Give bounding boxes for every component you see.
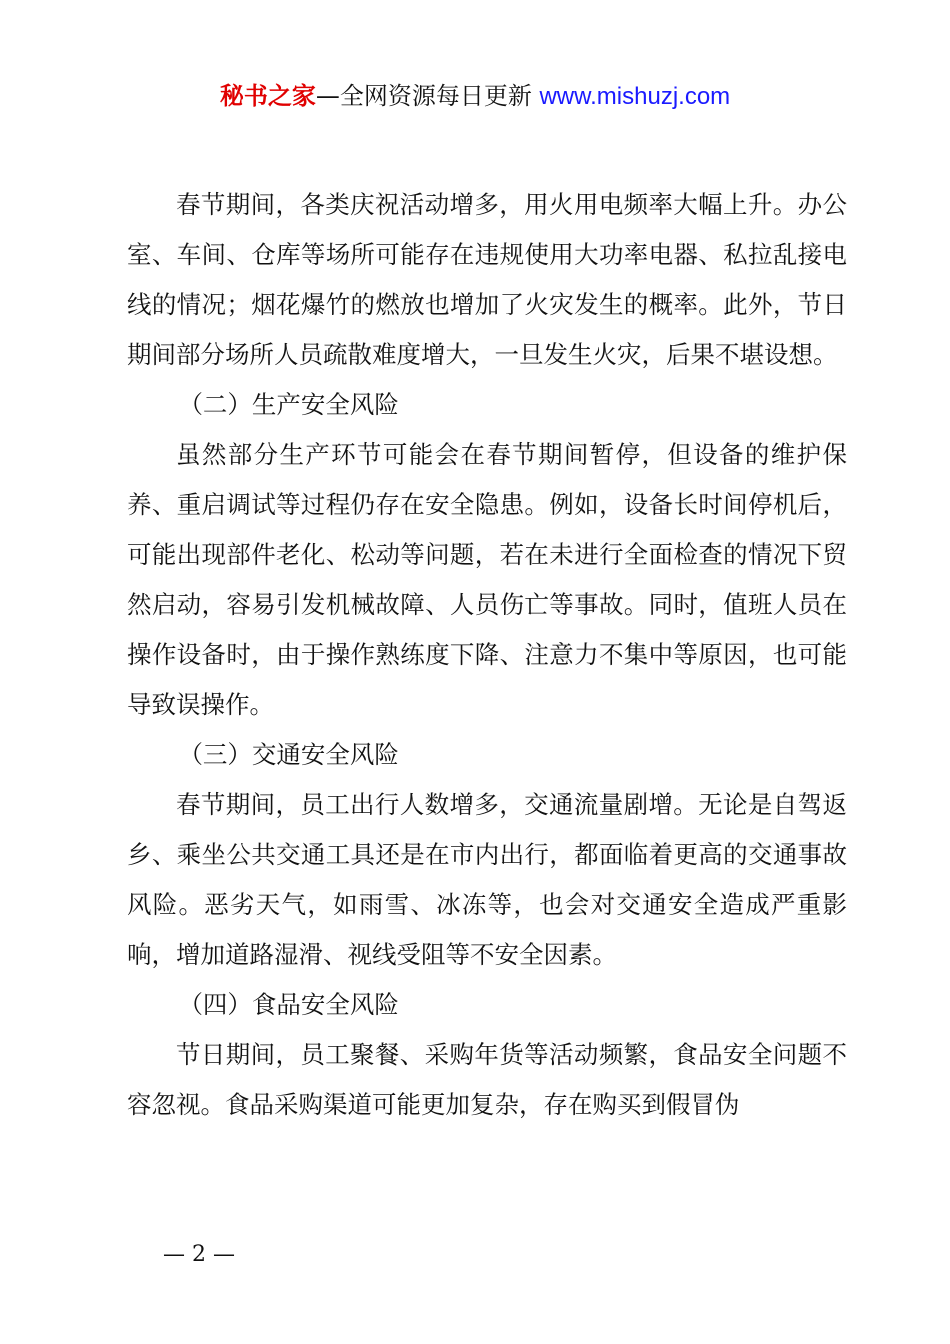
page-number: — 2 — [163,1242,235,1267]
header-url-link[interactable]: www.mishuzj.com [539,83,731,110]
document-body [127,180,847,1130]
header-tagline: —全网资源每日更新 [315,82,540,110]
section-heading-food-safety: （四）食品安全风险 [178,990,399,1019]
section-heading-production-safety: （二）生产安全风险 [178,390,399,419]
brand-name: 秘书之家 [219,82,316,110]
paragraph-fire-risk: 春节期间，各类庆祝活动增多，用火用电频率大幅上升。办公室、车间、仓库等场所可能存在违规使用大功率电器、私拉乱接电线的情况；烟花爆竹的燃放也增加了火灾发生的概率。此外，节日期间部分场所人员疏散难度增大，一旦发生火灾，后果不堪设想。 [127,190,847,369]
paragraph-traffic-risk: 春节期间，员工出行人数增多，交通流量剧增。无论是自驾返乡、乘坐公共交通工具还是在市内出行，都面临着更高的交通事故风险。恶劣天气，如雨雪、冰冻等，也会对交通安全造成严重影响，增加道路湿滑、视线受阻等不安全因素。 [127,790,847,969]
page-header [0,78,950,115]
paragraph-production-risk: 虽然部分生产环节可能会在春节期间暂停，但设备的维护保养、重启调试等过程仍存在安全隐患。例如，设备长时间停机后，可能出现部件老化、松动等问题，若在未进行全面检查的情况下贸然启动，容易引发机械故障、人员伤亡等事故。同时，值班人员在操作设备时，由于操作熟练度下降、注意力不集中等原因，也可能导致误操作。 [127,440,847,719]
paragraph-food-risk: 节日期间，员工聚餐、采购年货等活动频繁，食品安全问题不容忽视。食品采购渠道可能更加复杂，存在购买到假冒伪 [127,1040,847,1119]
section-heading-traffic-safety: （三）交通安全风险 [178,740,399,769]
